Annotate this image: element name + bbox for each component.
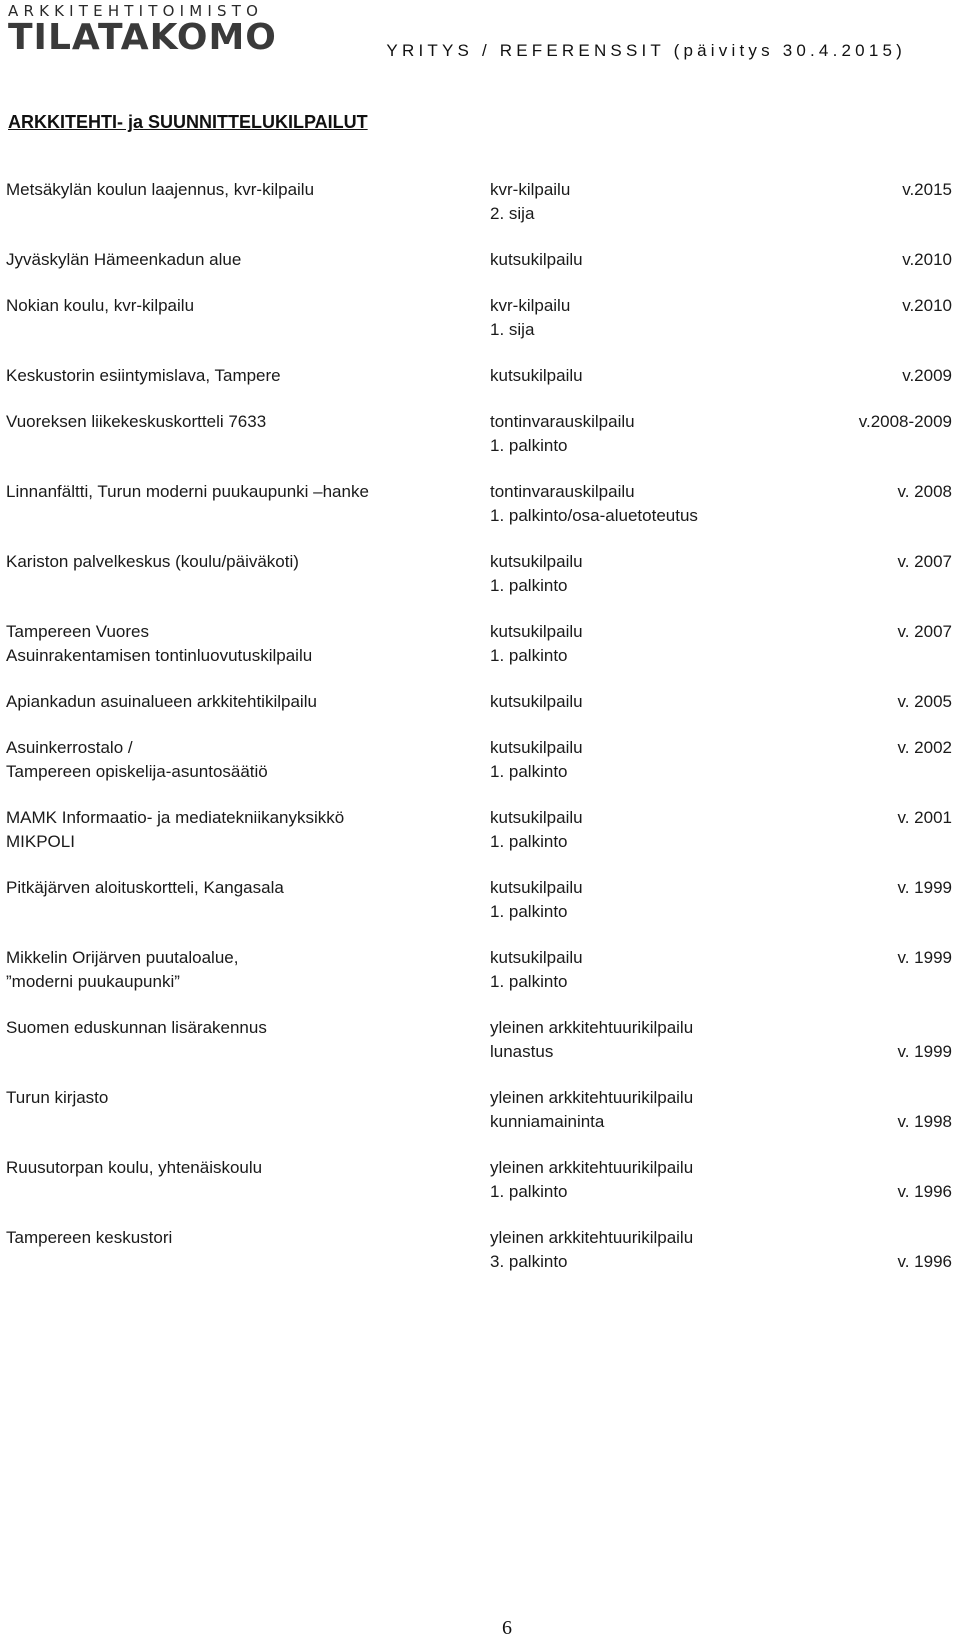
competition-type-line: 1. palkinto: [490, 646, 568, 665]
competition-type-line: yleinen arkkitehtuurikilpailu: [490, 1158, 694, 1177]
competition-type-line: kutsukilpailu: [490, 878, 583, 897]
competition-name-line: Metsäkylän koulun laajennus, kvr-kilpailu: [6, 180, 315, 199]
competition-name-line: Asuinkerrostalo /: [6, 738, 133, 757]
competition-year: [897, 876, 952, 900]
competition-type: [490, 480, 698, 528]
competition-name-line: Keskustorin esiintymislava, Tampere: [6, 366, 281, 385]
competition-name-line: Mikkelin Orijärven puutaloalue,: [6, 948, 239, 967]
competition-year-line: v.2009: [902, 366, 952, 385]
competition-name: [6, 690, 317, 714]
competition-type-line: kvr-kilpailu: [490, 296, 571, 315]
competition-year-line: v. 2007: [897, 552, 952, 571]
competition-name-line: Linnanfältti, Turun moderni puukaupunki –hanke: [6, 482, 369, 501]
competition-year: [902, 364, 952, 388]
competition-type-line: 1. palkinto: [490, 762, 568, 781]
competition-type: [490, 1086, 693, 1134]
competition-name: [6, 410, 266, 434]
competition-year-line: v. 1996: [897, 1182, 952, 1201]
competition-type-line: 1. palkinto/osa-aluetoteutus: [490, 506, 698, 525]
competition-name: [6, 876, 284, 900]
competition-type: [490, 946, 583, 994]
competition-name-line: Tampereen keskustori: [6, 1228, 173, 1247]
competition-type: [490, 876, 583, 924]
competition-name-line: ”moderni puukaupunki”: [6, 972, 180, 991]
competition-year-line: [897, 1226, 952, 1250]
company-logo: [8, 2, 277, 56]
competition-type: [490, 806, 583, 854]
competition-type-line: 2. sija: [490, 204, 535, 223]
competition-type-line: yleinen arkkitehtuurikilpailu: [490, 1018, 694, 1037]
competition-year-line: v. 1998: [897, 1112, 952, 1131]
competition-type-line: kutsukilpailu: [490, 622, 583, 641]
competition-year-line: v. 2005: [897, 692, 952, 711]
competition-name-line: Tampereen opiskelija-asuntosäätiö: [6, 762, 268, 781]
competition-name: [6, 294, 194, 318]
competition-year-line: v. 1999: [897, 948, 952, 967]
competition-name: [6, 946, 238, 994]
competition-type-line: 1. palkinto: [490, 436, 568, 455]
competition-name: [6, 364, 281, 388]
competition-type-line: kvr-kilpailu: [490, 180, 571, 199]
competition-type-line: 3. palkinto: [490, 1252, 568, 1271]
competition-year-line: v.2010: [902, 250, 952, 269]
document-header-label: YRITYS / REFERENSSIT (päivitys 30.4.2015): [386, 41, 906, 60]
competition-name-line: MIKPOLI: [6, 832, 75, 851]
competition-type-line: 1. palkinto: [490, 972, 568, 991]
competition-type-line: tontinvarauskilpailu: [490, 482, 635, 501]
competition-type-line: 1. palkinto: [490, 832, 568, 851]
competition-type-line: kutsukilpailu: [490, 808, 583, 827]
competition-year: [897, 1226, 952, 1274]
competition-year-line: [897, 1086, 952, 1110]
competition-name: [6, 550, 299, 574]
competition-name: [6, 1016, 267, 1040]
competition-year: [897, 806, 952, 830]
competition-type-line: 1. palkinto: [490, 576, 568, 595]
page-number: 6: [502, 1617, 512, 1639]
competition-year: [897, 736, 952, 760]
competition-year: [902, 294, 952, 318]
competition-type-line: kutsukilpailu: [490, 692, 583, 711]
competition-name-line: Apiankadun asuinalueen arkkitehtikilpailu: [6, 692, 317, 711]
competition-name: [6, 806, 344, 854]
competition-type-line: kunniamaininta: [490, 1112, 605, 1131]
competition-name: [6, 480, 369, 504]
competition-year: [897, 1156, 952, 1204]
competition-year-line: v. 2001: [897, 808, 952, 827]
competition-name-line: Turun kirjasto: [6, 1088, 109, 1107]
competition-year-line: v. 2002: [897, 738, 952, 757]
competition-year: [902, 178, 952, 202]
competition-name-line: Asuinrakentamisen tontinluovutuskilpailu: [6, 646, 313, 665]
competition-name-line: Suomen eduskunnan lisärakennus: [6, 1018, 267, 1037]
competition-year-line: v.2008-2009: [858, 412, 952, 431]
competition-type: [490, 550, 583, 598]
competition-name: [6, 1156, 262, 1180]
competition-type-line: kutsukilpailu: [490, 366, 583, 385]
competition-name-line: Jyväskylän Hämeenkadun alue: [6, 250, 242, 269]
competition-name: [6, 1226, 172, 1250]
competition-type-line: lunastus: [490, 1042, 554, 1061]
competition-year: [897, 480, 952, 504]
competition-type-line: 1. sija: [490, 320, 535, 339]
competition-year: [897, 550, 952, 574]
competition-name-line: Ruusutorpan koulu, yhtenäiskoulu: [6, 1158, 263, 1177]
competition-year-line: v. 1999: [897, 878, 952, 897]
competition-year-line: v. 1996: [897, 1252, 952, 1271]
competition-year: [897, 1016, 952, 1064]
section-heading: ARKKITEHTI- ja SUUNNITTELUKILPAILUT: [8, 112, 368, 132]
competition-year: [897, 690, 952, 714]
competition-type-line: tontinvarauskilpailu: [490, 412, 635, 431]
competition-name-line: Tampereen Vuores: [6, 622, 150, 641]
competition-name-line: MAMK Informaatio- ja mediatekniikanyksikkö: [6, 808, 345, 827]
competition-type-line: kutsukilpailu: [490, 250, 583, 269]
competition-year-line: v.2015: [902, 180, 952, 199]
competition-year-line: [897, 1156, 952, 1180]
competition-name-line: Vuoreksen liikekeskuskortteli 7633: [6, 412, 267, 431]
competition-name: [6, 178, 314, 202]
competition-type-line: yleinen arkkitehtuurikilpailu: [490, 1228, 694, 1247]
competition-name-line: Pitkäjärven aloituskortteli, Kangasala: [6, 878, 284, 897]
logo-wordmark: TILATAKOMO: [8, 17, 277, 58]
competition-year-line: [897, 1016, 952, 1040]
competition-type: [490, 294, 570, 342]
competition-year-line: v.2010: [902, 296, 952, 315]
competition-year: [897, 1086, 952, 1134]
competition-type: [490, 364, 583, 388]
competition-type: [490, 1226, 693, 1274]
competition-type-line: kutsukilpailu: [490, 552, 583, 571]
competition-name: [6, 736, 268, 784]
competition-type-line: kutsukilpailu: [490, 948, 583, 967]
competition-year: [859, 410, 952, 434]
competition-type: [490, 1016, 693, 1064]
competition-year-line: v. 1999: [897, 1042, 952, 1061]
competition-year-line: v. 2007: [897, 622, 952, 641]
competition-name: [6, 248, 241, 272]
competition-type: [490, 178, 570, 226]
logo-subtitle: ARKKITEHTITOIMISTO: [8, 2, 264, 20]
competition-type-line: 1. palkinto: [490, 902, 568, 921]
competition-name-line: Nokian koulu, kvr-kilpailu: [6, 296, 195, 315]
competition-type: [490, 410, 635, 458]
competition-type: [490, 248, 583, 272]
competition-name: [6, 1086, 108, 1110]
competition-type: [490, 1156, 693, 1204]
competition-year: [902, 248, 952, 272]
competition-year: [897, 946, 952, 970]
competition-name: [6, 620, 312, 668]
competition-name-line: Kariston palvelkeskus (koulu/päiväkoti): [6, 552, 299, 571]
competition-type-line: yleinen arkkitehtuurikilpailu: [490, 1088, 694, 1107]
competition-type-line: 1. palkinto: [490, 1182, 568, 1201]
competition-type: [490, 690, 583, 714]
competition-year-line: v. 2008: [897, 482, 952, 501]
competition-type-line: kutsukilpailu: [490, 738, 583, 757]
competition-year: [897, 620, 952, 644]
competition-type: [490, 620, 583, 668]
competition-type: [490, 736, 583, 784]
